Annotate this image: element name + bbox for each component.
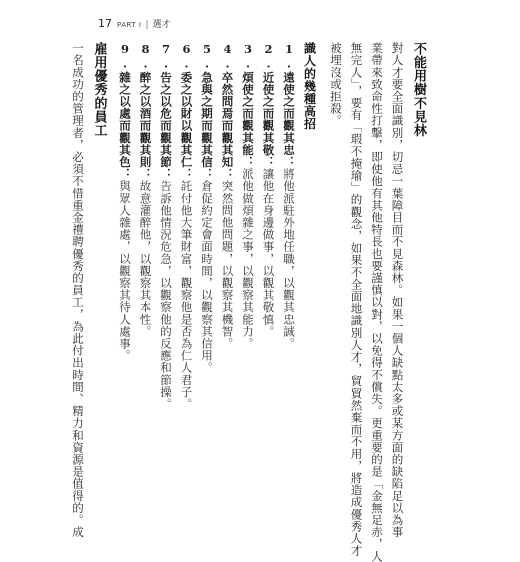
- running-header: [98, 17, 171, 30]
- list-item-label: 8.醉之以酒而觀其則：: [138, 42, 153, 181]
- paragraph-line: 業帶來致命性打擊，即使他有其他特長也要謹慎以對，以免得不償失。更重要的是「金無足赤，人: [370, 42, 384, 562]
- list-item: [197, 42, 218, 462]
- list-item: [258, 42, 279, 462]
- section-gap: [320, 42, 326, 462]
- list-item-label: 2.近使之而觀其敬：: [261, 42, 276, 168]
- part-label: PART Ⅰ: [117, 21, 142, 29]
- list-item-label: 3.煩使之而觀其能：: [241, 42, 255, 168]
- list-item: [135, 42, 156, 462]
- list-item-desc: 讓他在身邊做事，以觀其敬慎。: [261, 168, 276, 338]
- paragraph-line: 無完人」，要有「瑕不掩瑜」的觀念，如果不全面地識別人才，貿貿然棄而不用，將造成優秀人才: [349, 42, 364, 557]
- header-separator: |: [145, 20, 149, 30]
- list-item: [217, 42, 238, 462]
- list-item-label: 9.雜之以處而觀其色：: [118, 42, 132, 181]
- section-heading-hire-employees: 雇用優秀的員工: [91, 42, 107, 138]
- list-item: [115, 42, 136, 462]
- list-item-label: 5.急與之期而觀其信：: [200, 42, 214, 181]
- list-item-desc: 故意灌醉他，以觀察其本性。: [138, 180, 153, 338]
- list-item-desc: 與眾人雜處，以觀察其待人處事。: [118, 180, 132, 362]
- section-heading-judging-people: 識人的幾種高招: [302, 42, 317, 131]
- list-item-desc: 告訴他情況危急，以觀察他的反應和節操。: [159, 180, 173, 411]
- list-item-desc: 突然問他問題，以觀察其機智。: [220, 180, 235, 350]
- vertical-body-text: [68, 42, 429, 562]
- list-item-label: 6.委之以財以觀其仁：: [179, 42, 194, 181]
- list-item: [238, 42, 259, 462]
- section-heading-not-only-trees: 不能用樹不見林: [411, 42, 426, 138]
- paragraph-line: 一名成功的管理者，必須不惜重金禮聘優秀的員工，為此付出時間、精力和資源是值得的。成: [71, 42, 85, 539]
- list-item-desc: 將他派駐外地任職，以觀其忠誠。: [282, 168, 296, 350]
- paragraph-line: 被埋沒或拒殺。: [329, 42, 343, 127]
- paragraph-line: 對人才要全面識別，切忌一葉障目而不見森林。如果一個人缺點太多或某方面的缺陷足以為事: [390, 42, 405, 539]
- list-item: [279, 42, 300, 462]
- list-item-label: 4.卒然問焉而觀其知：: [220, 42, 235, 181]
- list-item: [156, 42, 177, 462]
- section-gap: [109, 42, 115, 462]
- page-number: 17: [98, 17, 112, 30]
- chapter-label: 選才: [152, 20, 171, 30]
- list-item-desc: 託付他大筆財富，觀察他是否為仁人君子。: [179, 180, 194, 411]
- list-item-desc: 派他做煩雜之事，以觀察其能力。: [241, 168, 255, 350]
- list-item-desc: 倉促約定會面時間，以觀察其信用。: [200, 180, 214, 374]
- list-item: [176, 42, 197, 462]
- list-item-label: 7.告之以危而觀其節：: [159, 42, 173, 181]
- list-item-label: 1.遠使之而觀其忠：: [282, 42, 296, 168]
